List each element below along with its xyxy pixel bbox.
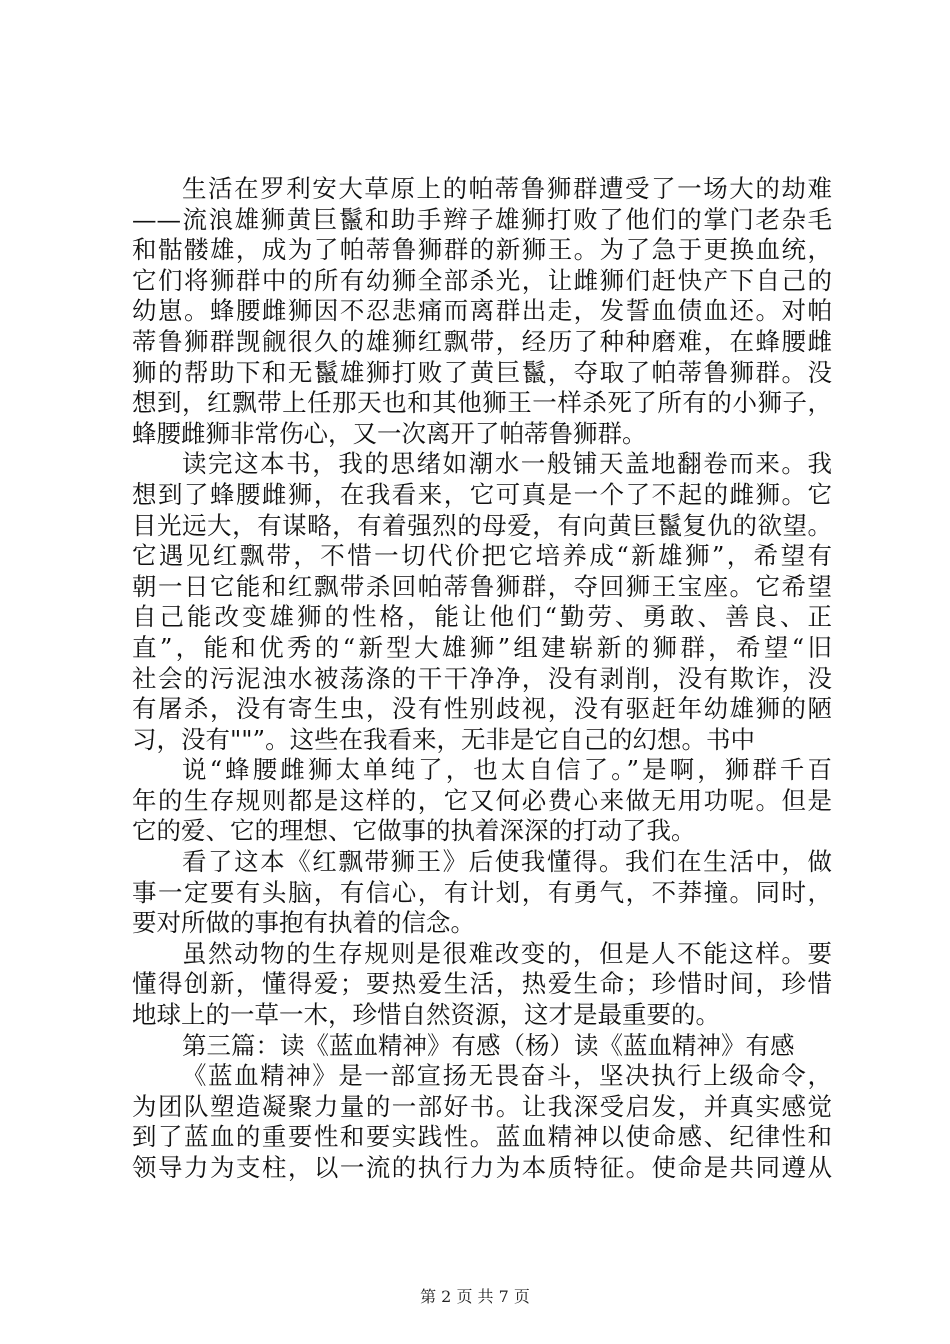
text-line: 狮的帮助下和无鬣雄狮打败了黄巨鬣，夺取了帕蒂鲁狮群。没 bbox=[132, 357, 832, 387]
text-line: 它们将狮群中的所有幼狮全部杀光，让雌狮们赶快产下自己的 bbox=[132, 265, 832, 295]
text-line: 要对所做的事抱有执着的信念。 bbox=[132, 908, 475, 938]
page-number-label: 第 2 页 共 7 页 bbox=[420, 1287, 530, 1306]
text-line: 《蓝血精神》是一部宣扬无畏奋斗，坚决执行上级命令， bbox=[182, 1061, 832, 1091]
text-line: 有屠杀，没有寄生虫，没有性别歧视，没有驱赶年幼雄狮的陋 bbox=[132, 694, 832, 724]
text-line: 看了这本《红飘带狮王》后使我懂得。我们在生活中，做 bbox=[182, 847, 832, 877]
text-line: 它遇见红飘带，不惜一切代价把它培养成“新雄狮”，希望有 bbox=[132, 541, 832, 571]
text-line: 直”，能和优秀的“新型大雄狮”组建崭新的狮群，希望“旧 bbox=[132, 632, 832, 662]
text-line: 习，没有""”。这些在我看来，无非是它自己的幻想。书中 bbox=[132, 724, 756, 754]
text-line: 目光远大，有谋略，有着强烈的母爱，有向黄巨鬣复仇的欲望。 bbox=[132, 510, 832, 540]
text-line: 领导力为支柱，以一流的执行力为本质特征。使命是共同遵从 bbox=[132, 1153, 832, 1182]
page-footer bbox=[0, 1287, 950, 1307]
text-line: 虽然动物的生存规则是很难改变的，但是人不能这样。要 bbox=[182, 938, 832, 968]
text-line: 说“蜂腰雌狮太单纯了，也太自信了。”是啊，狮群千百 bbox=[182, 755, 832, 785]
text-line: 自己能改变雄狮的性格，能让他们“勤劳、勇敢、善良、正 bbox=[132, 602, 832, 632]
text-line: ——流浪雄狮黄巨鬣和助手辫子雄狮打败了他们的掌门老杂毛 bbox=[132, 204, 832, 234]
text-line: 为团队塑造凝聚力量的一部好书。让我深受启发，并真实感觉 bbox=[132, 1091, 832, 1121]
text-line: 想到了蜂腰雌狮，在我看来，它可真是一个了不起的雌狮。它 bbox=[132, 479, 832, 509]
text-line: 幼崽。蜂腰雌狮因不忍悲痛而离群出走，发誓血债血还。对帕 bbox=[132, 296, 832, 326]
text-line: 第三篇：读《蓝血精神》有感（杨）读《蓝血精神》有感 bbox=[182, 1030, 795, 1060]
text-line: 社会的污泥浊水被荡涤的干干净净，没有剥削，没有欺诈，没 bbox=[132, 663, 832, 693]
text-line: 事一定要有头脑，有信心，有计划，有勇气，不莽撞。同时， bbox=[132, 877, 832, 907]
text-line: 它的爱、它的理想、它做事的执着深深的打动了我。 bbox=[132, 816, 696, 846]
text-line: 地球上的一草一木，珍惜自然资源，这才是最重要的。 bbox=[132, 1000, 720, 1030]
document-body bbox=[132, 174, 832, 1184]
text-line: 到了蓝血的重要性和要实践性。蓝血精神以使命感、纪律性和 bbox=[132, 1122, 832, 1152]
text-line: 年的生存规则都是这样的，它又何必费心来做无用功呢。但是 bbox=[132, 785, 832, 815]
text-line: 和骷髅雄，成为了帕蒂鲁狮群的新狮王。为了急于更换血统， bbox=[132, 235, 832, 265]
text-line: 想到，红飘带上任那天也和其他狮王一样杀死了所有的小狮子， bbox=[132, 388, 832, 418]
text-line: 蜂腰雌狮非常伤心，又一次离开了帕蒂鲁狮群。 bbox=[132, 418, 647, 448]
text-line: 朝一日它能和红飘带杀回帕蒂鲁狮群，夺回狮王宝座。它希望 bbox=[132, 571, 832, 601]
text-line: 读完这本书，我的思绪如潮水一般铺天盖地翻卷而来。我 bbox=[182, 449, 832, 479]
text-line: 懂得创新，懂得爱；要热爱生活，热爱生命；珍惜时间，珍惜 bbox=[132, 969, 832, 999]
text-line: 生活在罗利安大草原上的帕蒂鲁狮群遭受了一场大的劫难 bbox=[182, 174, 832, 203]
text-line: 蒂鲁狮群觊觎很久的雄狮红飘带，经历了种种磨难，在蜂腰雌 bbox=[132, 326, 832, 356]
